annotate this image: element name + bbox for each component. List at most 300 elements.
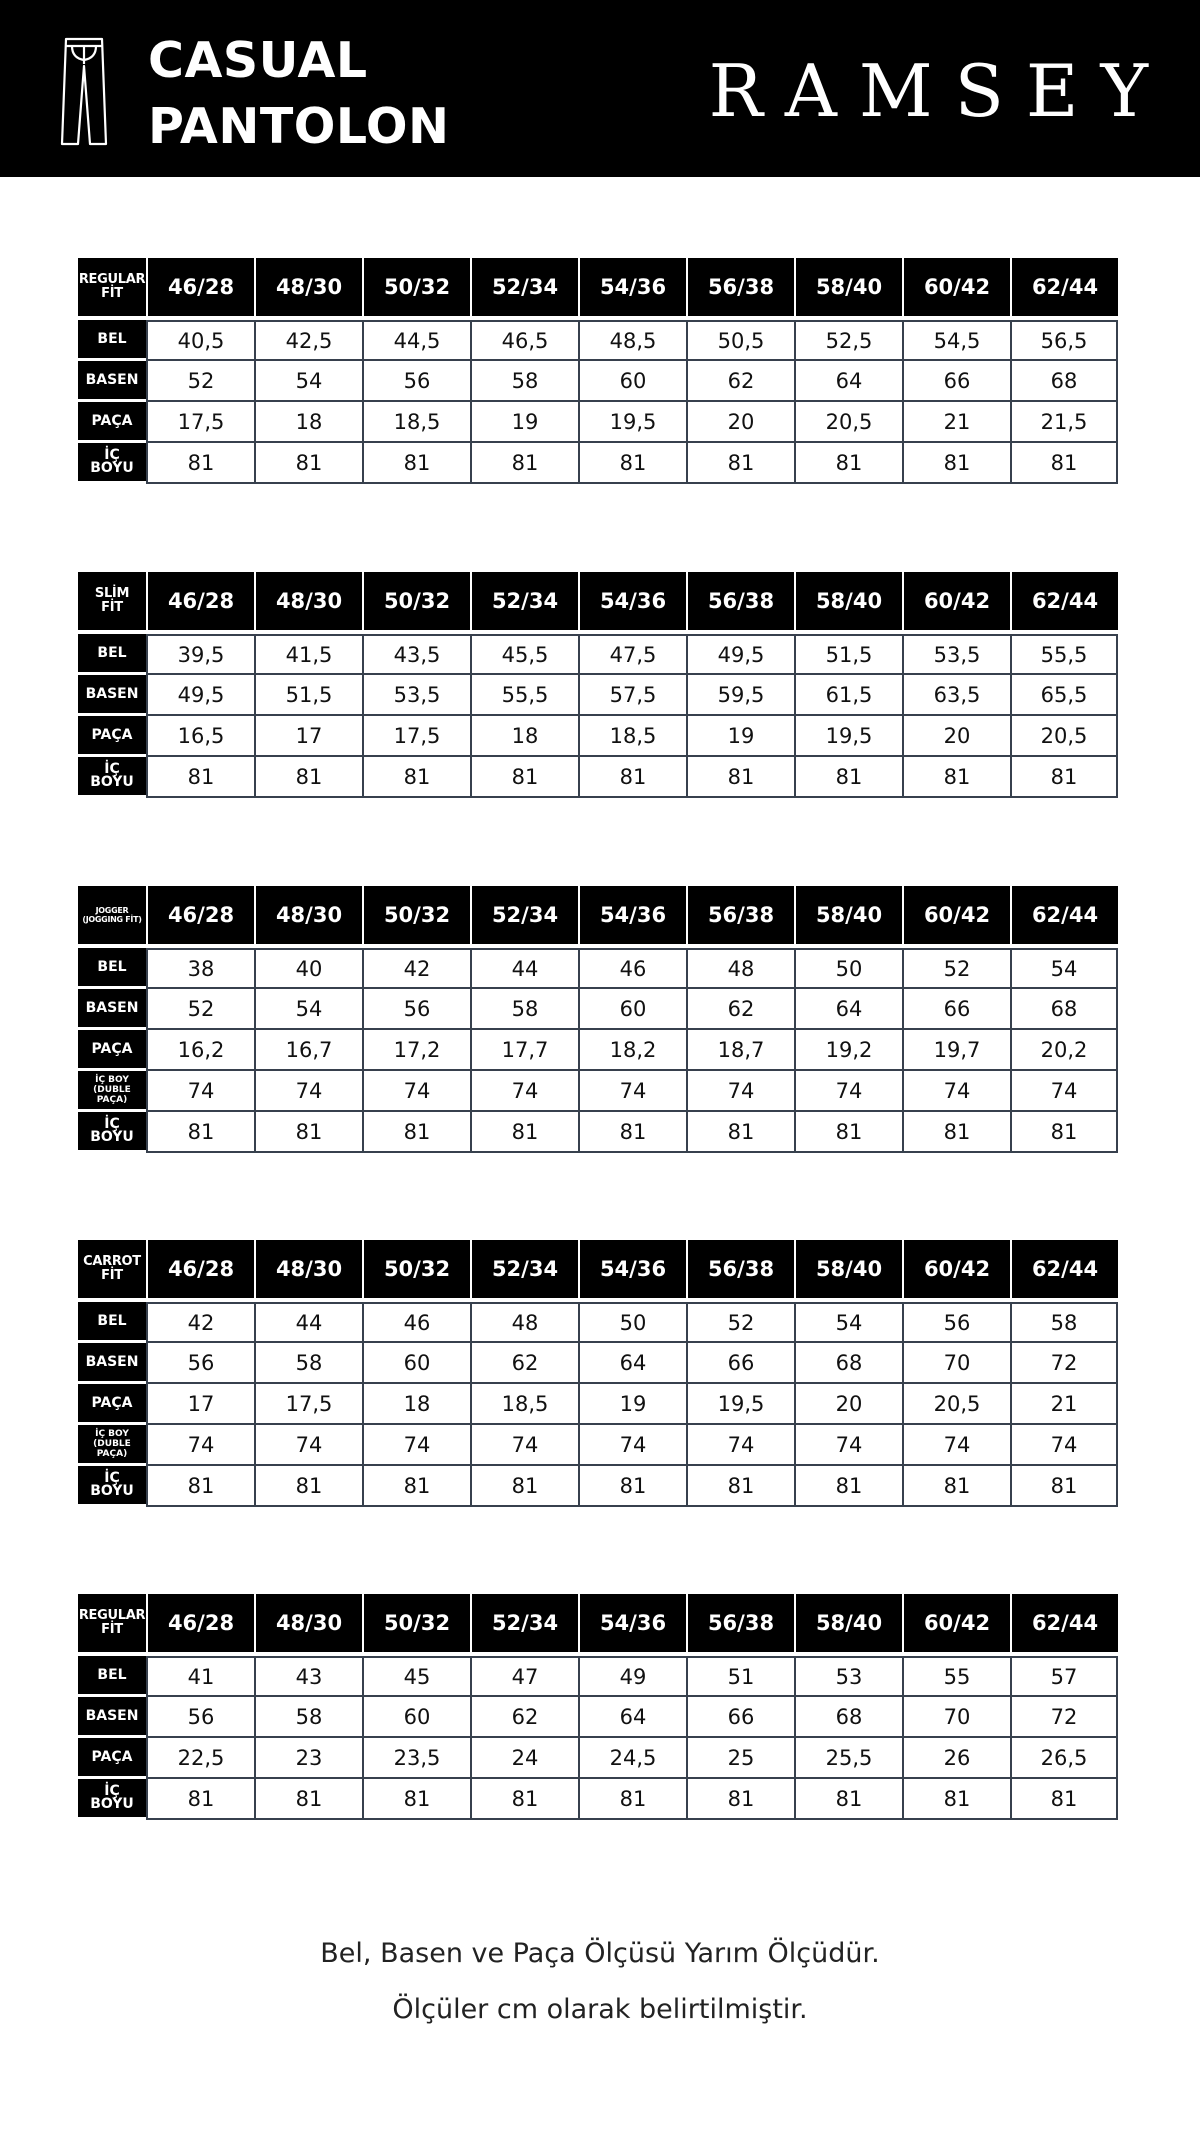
- table-cell: 81: [578, 1466, 686, 1507]
- table-cell: 16,7: [254, 1030, 362, 1071]
- table-cell: 49,5: [686, 634, 794, 675]
- size-header: 46/28: [146, 1240, 254, 1298]
- measurement-row: [78, 1343, 1118, 1384]
- row-label-line-1: BASEN: [85, 1353, 139, 1370]
- table-cell: 17,5: [146, 402, 254, 443]
- table-cell: 68: [794, 1343, 902, 1384]
- row-label: [78, 1656, 146, 1697]
- table-cell: 50: [578, 1302, 686, 1343]
- size-header: 50/32: [362, 258, 470, 316]
- table-cell: 68: [1010, 989, 1118, 1030]
- fit-label-line-2: (JOGGING FİT): [82, 915, 142, 924]
- row-label-line-1: PAÇA: [91, 1394, 133, 1411]
- size-header: 56/38: [686, 258, 794, 316]
- table-cell: 74: [254, 1071, 362, 1112]
- table-cell: 38: [146, 948, 254, 989]
- table-cell: 66: [902, 361, 1010, 402]
- table-cell: 66: [686, 1697, 794, 1738]
- table-cell: 81: [470, 757, 578, 798]
- measurement-row: [78, 634, 1118, 675]
- size-header: 60/42: [902, 258, 1010, 316]
- table-cell: 21: [1010, 1384, 1118, 1425]
- row-label: [78, 675, 146, 716]
- table-cell: 17: [146, 1384, 254, 1425]
- table-cell: 19,5: [794, 716, 902, 757]
- size-header: 62/44: [1010, 572, 1118, 630]
- table-cell: 57,5: [578, 675, 686, 716]
- table-cell: 18,5: [362, 402, 470, 443]
- size-header-row: [78, 572, 1118, 630]
- table-cell: 51,5: [794, 634, 902, 675]
- row-label-line-1: BASEN: [85, 1707, 139, 1724]
- table-cell: 47,5: [578, 634, 686, 675]
- measurement-row: [78, 1071, 1118, 1112]
- table-cell: 26: [902, 1738, 1010, 1779]
- row-label: [78, 1779, 146, 1820]
- table-cell: 18: [470, 716, 578, 757]
- table-cell: 56: [146, 1697, 254, 1738]
- table-cell: 74: [1010, 1425, 1118, 1466]
- row-label: [78, 1302, 146, 1343]
- table-cell: 68: [1010, 361, 1118, 402]
- table-cell: 81: [686, 757, 794, 798]
- table-cell: 20: [902, 716, 1010, 757]
- size-header: 50/32: [362, 1240, 470, 1298]
- size-header: 54/36: [578, 1594, 686, 1652]
- row-label-line-1: PAÇA: [91, 1040, 133, 1057]
- table-cell: 40: [254, 948, 362, 989]
- size-header: 48/30: [254, 258, 362, 316]
- table-cell: 62: [686, 361, 794, 402]
- table-cell: 55,5: [470, 675, 578, 716]
- table-cell: 54: [254, 361, 362, 402]
- table-cell: 74: [146, 1071, 254, 1112]
- table-cell: 81: [1010, 757, 1118, 798]
- size-header: 58/40: [794, 258, 902, 316]
- size-header: 58/40: [794, 886, 902, 944]
- row-label: [78, 1384, 146, 1425]
- table-cell: 52,5: [794, 320, 902, 361]
- table-cell: 50,5: [686, 320, 794, 361]
- size-header-row: [78, 886, 1118, 944]
- row-label: [78, 361, 146, 402]
- size-header: 50/32: [362, 572, 470, 630]
- table-cell: 55: [902, 1656, 1010, 1697]
- table-cell: 53: [794, 1656, 902, 1697]
- table-cell: 66: [902, 989, 1010, 1030]
- table-cell: 19: [686, 716, 794, 757]
- size-header: 46/28: [146, 572, 254, 630]
- table-cell: 18,5: [470, 1384, 578, 1425]
- table-cell: 60: [578, 989, 686, 1030]
- fit-label-line-1: JOGGER: [95, 906, 129, 915]
- table-cell: 51,5: [254, 675, 362, 716]
- table-cell: 53,5: [902, 634, 1010, 675]
- table-cell: 24,5: [578, 1738, 686, 1779]
- table-cell: 44: [470, 948, 578, 989]
- table-cell: 74: [362, 1425, 470, 1466]
- table-cell: 74: [902, 1071, 1010, 1112]
- row-label: [78, 716, 146, 757]
- table-cell: 23,5: [362, 1738, 470, 1779]
- table-cell: 52: [146, 989, 254, 1030]
- size-header: 46/28: [146, 886, 254, 944]
- table-cell: 61,5: [794, 675, 902, 716]
- row-label-line-1: BEL: [97, 1666, 127, 1683]
- size-header: 54/36: [578, 1240, 686, 1298]
- table-cell: 81: [1010, 1779, 1118, 1820]
- table-cell: 48,5: [578, 320, 686, 361]
- table-cell: 62: [686, 989, 794, 1030]
- table-cell: 65,5: [1010, 675, 1118, 716]
- table-cell: 50: [794, 948, 902, 989]
- table-cell: 60: [362, 1697, 470, 1738]
- row-label: [78, 757, 146, 798]
- table-cell: 56: [146, 1343, 254, 1384]
- fit-label-line-2: FİT: [101, 1268, 123, 1283]
- table-cell: 81: [362, 1112, 470, 1153]
- row-label-line-1: İÇ: [104, 761, 120, 777]
- measurement-row: [78, 320, 1118, 361]
- row-label-line-1: PAÇA: [91, 726, 133, 743]
- row-label-line-1: BASEN: [85, 999, 139, 1016]
- size-header: 54/36: [578, 258, 686, 316]
- row-label: [78, 1112, 146, 1153]
- table-cell: 81: [686, 1112, 794, 1153]
- table-cell: 52: [686, 1302, 794, 1343]
- measurement-row: [78, 1425, 1118, 1466]
- table-cell: 17,5: [254, 1384, 362, 1425]
- fit-label-line-1: REGULAR: [78, 272, 146, 287]
- table-cell: 74: [686, 1071, 794, 1112]
- table-cell: 81: [470, 1112, 578, 1153]
- table-cell: 81: [1010, 1466, 1118, 1507]
- fit-label: [78, 1594, 146, 1652]
- size-header: 46/28: [146, 258, 254, 316]
- size-header-row: [78, 1240, 1118, 1298]
- table-cell: 60: [578, 361, 686, 402]
- row-label-line-1: İÇ BOY: [95, 1429, 129, 1439]
- size-header: 50/32: [362, 1594, 470, 1652]
- measurement-row: [78, 716, 1118, 757]
- measurement-row: [78, 1738, 1118, 1779]
- size-header: 48/30: [254, 1594, 362, 1652]
- measurement-row: [78, 989, 1118, 1030]
- table-cell: 81: [902, 443, 1010, 484]
- table-cell: 74: [902, 1425, 1010, 1466]
- table-cell: 43,5: [362, 634, 470, 675]
- table-cell: 62: [470, 1343, 578, 1384]
- row-label-line-1: PAÇA: [91, 1748, 133, 1765]
- table-cell: 19: [578, 1384, 686, 1425]
- table-cell: 20,5: [902, 1384, 1010, 1425]
- table-cell: 64: [794, 989, 902, 1030]
- size-header: 62/44: [1010, 1240, 1118, 1298]
- size-header: 50/32: [362, 886, 470, 944]
- table-cell: 58: [470, 989, 578, 1030]
- table-cell: 74: [362, 1071, 470, 1112]
- measurement-row: [78, 1302, 1118, 1343]
- table-cell: 52: [146, 361, 254, 402]
- table-cell: 81: [902, 1779, 1010, 1820]
- table-cell: 42,5: [254, 320, 362, 361]
- row-label-line-2: BOYU: [90, 460, 134, 476]
- fit-label-line-2: FİT: [101, 286, 123, 301]
- table-cell: 81: [362, 443, 470, 484]
- row-label: [78, 1425, 146, 1466]
- fit-label: [78, 886, 146, 944]
- table-cell: 81: [794, 757, 902, 798]
- table-cell: 17,5: [362, 716, 470, 757]
- table-cell: 81: [902, 757, 1010, 798]
- title-line-2: PANTOLON: [148, 98, 450, 155]
- table-cell: 17: [254, 716, 362, 757]
- size-header: 52/34: [470, 1594, 578, 1652]
- table-cell: 19,5: [686, 1384, 794, 1425]
- size-header: 48/30: [254, 886, 362, 944]
- table-cell: 46: [578, 948, 686, 989]
- size-header: 52/34: [470, 258, 578, 316]
- table-cell: 74: [470, 1071, 578, 1112]
- table-cell: 39,5: [146, 634, 254, 675]
- table-cell: 20,5: [1010, 716, 1118, 757]
- table-cell: 21: [902, 402, 1010, 443]
- table-cell: 20: [686, 402, 794, 443]
- fit-label: [78, 572, 146, 630]
- row-label: [78, 948, 146, 989]
- table-cell: 74: [794, 1071, 902, 1112]
- table-cell: 44,5: [362, 320, 470, 361]
- size-header: 58/40: [794, 572, 902, 630]
- fit-label-line-1: SLİM: [94, 586, 130, 601]
- table-cell: 81: [146, 1466, 254, 1507]
- size-header: 60/42: [902, 1594, 1010, 1652]
- table-cell: 56: [362, 989, 470, 1030]
- table-cell: 54: [794, 1302, 902, 1343]
- table-cell: 45,5: [470, 634, 578, 675]
- size-header: 48/30: [254, 572, 362, 630]
- table-cell: 54: [254, 989, 362, 1030]
- page-header: [0, 0, 1200, 177]
- table-cell: 56: [362, 361, 470, 402]
- size-table: [78, 886, 1118, 1153]
- table-cell: 41,5: [254, 634, 362, 675]
- table-cell: 81: [686, 1466, 794, 1507]
- size-header: 62/44: [1010, 1594, 1118, 1652]
- table-cell: 81: [1010, 443, 1118, 484]
- table-cell: 55,5: [1010, 634, 1118, 675]
- table-cell: 40,5: [146, 320, 254, 361]
- table-cell: 64: [578, 1343, 686, 1384]
- row-label-line-2: BOYU: [90, 774, 134, 790]
- table-cell: 81: [902, 1466, 1010, 1507]
- page-title: [148, 28, 450, 160]
- table-cell: 63,5: [902, 675, 1010, 716]
- size-table: [78, 1594, 1118, 1820]
- table-cell: 74: [146, 1425, 254, 1466]
- measurement-row: [78, 757, 1118, 798]
- pants-icon: [58, 36, 110, 148]
- table-cell: 16,5: [146, 716, 254, 757]
- fit-label: [78, 258, 146, 316]
- size-header-row: [78, 1594, 1118, 1652]
- table-cell: 20: [794, 1384, 902, 1425]
- table-cell: 19,7: [902, 1030, 1010, 1071]
- row-label-line-1: İÇ BOY: [95, 1075, 129, 1085]
- table-cell: 81: [578, 1779, 686, 1820]
- measurement-row: [78, 443, 1118, 484]
- table-cell: 48: [470, 1302, 578, 1343]
- table-cell: 72: [1010, 1343, 1118, 1384]
- table-cell: 18,2: [578, 1030, 686, 1071]
- table-cell: 43: [254, 1656, 362, 1697]
- row-label-line-1: BASEN: [85, 371, 139, 388]
- table-cell: 17,7: [470, 1030, 578, 1071]
- table-cell: 18,7: [686, 1030, 794, 1071]
- row-label: [78, 1466, 146, 1507]
- measurement-row: [78, 1466, 1118, 1507]
- table-cell: 72: [1010, 1697, 1118, 1738]
- size-header: 62/44: [1010, 258, 1118, 316]
- row-label-line-1: İÇ: [104, 447, 120, 463]
- table-cell: 81: [254, 757, 362, 798]
- row-label-line-2: (DUBLE PAÇA): [93, 1439, 131, 1459]
- table-cell: 74: [254, 1425, 362, 1466]
- table-cell: 51: [686, 1656, 794, 1697]
- row-label: [78, 989, 146, 1030]
- table-cell: 81: [794, 443, 902, 484]
- fit-label: [78, 1240, 146, 1298]
- table-cell: 54,5: [902, 320, 1010, 361]
- table-cell: 48: [686, 948, 794, 989]
- measurement-row: [78, 361, 1118, 402]
- table-cell: 81: [254, 1779, 362, 1820]
- fit-label-line-1: REGULAR: [78, 1608, 146, 1623]
- table-cell: 45: [362, 1656, 470, 1697]
- measurement-row: [78, 948, 1118, 989]
- table-cell: 56,5: [1010, 320, 1118, 361]
- size-header: 56/38: [686, 1594, 794, 1652]
- size-header: 56/38: [686, 1240, 794, 1298]
- row-label: [78, 1030, 146, 1071]
- table-cell: 74: [686, 1425, 794, 1466]
- size-header: 62/44: [1010, 886, 1118, 944]
- row-label: [78, 634, 146, 675]
- size-header: 56/38: [686, 572, 794, 630]
- row-label: [78, 443, 146, 484]
- table-cell: 46,5: [470, 320, 578, 361]
- table-cell: 81: [470, 1779, 578, 1820]
- row-label-line-1: BASEN: [85, 685, 139, 702]
- size-header: 56/38: [686, 886, 794, 944]
- table-cell: 42: [146, 1302, 254, 1343]
- table-cell: 58: [1010, 1302, 1118, 1343]
- table-cell: 64: [578, 1697, 686, 1738]
- table-cell: 81: [794, 1466, 902, 1507]
- size-header: 58/40: [794, 1594, 902, 1652]
- table-cell: 24: [470, 1738, 578, 1779]
- size-header: 52/34: [470, 886, 578, 944]
- size-table: [78, 1240, 1118, 1507]
- table-cell: 20,2: [1010, 1030, 1118, 1071]
- size-table: [78, 572, 1118, 798]
- table-cell: 18: [362, 1384, 470, 1425]
- table-cell: 81: [362, 757, 470, 798]
- table-cell: 81: [686, 1779, 794, 1820]
- table-cell: 49,5: [146, 675, 254, 716]
- table-cell: 81: [902, 1112, 1010, 1153]
- table-cell: 64: [794, 361, 902, 402]
- size-header: 52/34: [470, 1240, 578, 1298]
- row-label-line-1: BEL: [97, 330, 127, 347]
- table-cell: 66: [686, 1343, 794, 1384]
- table-cell: 42: [362, 948, 470, 989]
- size-header: 48/30: [254, 1240, 362, 1298]
- footnote-line-2: Ölçüler cm olarak belirtilmiştir.: [392, 1994, 808, 2025]
- row-label-line-2: BOYU: [90, 1796, 134, 1812]
- size-header: 54/36: [578, 572, 686, 630]
- row-label-line-1: BEL: [97, 1312, 127, 1329]
- row-label-line-1: İÇ: [104, 1783, 120, 1799]
- table-cell: 26,5: [1010, 1738, 1118, 1779]
- measurement-row: [78, 1656, 1118, 1697]
- table-cell: 25,5: [794, 1738, 902, 1779]
- measurement-row: [78, 1384, 1118, 1425]
- table-cell: 81: [254, 1466, 362, 1507]
- size-header: 46/28: [146, 1594, 254, 1652]
- table-cell: 70: [902, 1697, 1010, 1738]
- table-cell: 58: [254, 1697, 362, 1738]
- table-cell: 81: [362, 1779, 470, 1820]
- table-cell: 19,2: [794, 1030, 902, 1071]
- table-cell: 60: [362, 1343, 470, 1384]
- table-cell: 81: [794, 1779, 902, 1820]
- size-header: 54/36: [578, 886, 686, 944]
- table-cell: 74: [578, 1425, 686, 1466]
- table-cell: 25: [686, 1738, 794, 1779]
- table-cell: 81: [578, 757, 686, 798]
- table-cell: 59,5: [686, 675, 794, 716]
- measurement-row: [78, 1112, 1118, 1153]
- table-cell: 81: [146, 1112, 254, 1153]
- row-label: [78, 1071, 146, 1112]
- table-cell: 81: [686, 443, 794, 484]
- row-label-line-2: BOYU: [90, 1483, 134, 1499]
- table-cell: 81: [254, 443, 362, 484]
- row-label-line-1: BEL: [97, 958, 127, 975]
- size-header: 60/42: [902, 886, 1010, 944]
- row-label: [78, 320, 146, 361]
- table-cell: 70: [902, 1343, 1010, 1384]
- measurement-row: [78, 1697, 1118, 1738]
- table-cell: 81: [362, 1466, 470, 1507]
- measurement-row: [78, 1779, 1118, 1820]
- table-cell: 54: [1010, 948, 1118, 989]
- table-cell: 81: [146, 757, 254, 798]
- row-label-line-1: PAÇA: [91, 412, 133, 429]
- table-cell: 52: [902, 948, 1010, 989]
- size-header: 60/42: [902, 1240, 1010, 1298]
- table-cell: 81: [470, 443, 578, 484]
- table-cell: 81: [578, 1112, 686, 1153]
- table-cell: 68: [794, 1697, 902, 1738]
- row-label: [78, 1697, 146, 1738]
- table-cell: 23: [254, 1738, 362, 1779]
- table-cell: 74: [794, 1425, 902, 1466]
- table-cell: 46: [362, 1302, 470, 1343]
- fit-label-line-2: FİT: [101, 600, 123, 615]
- fit-label-line-1: CARROT: [83, 1254, 141, 1269]
